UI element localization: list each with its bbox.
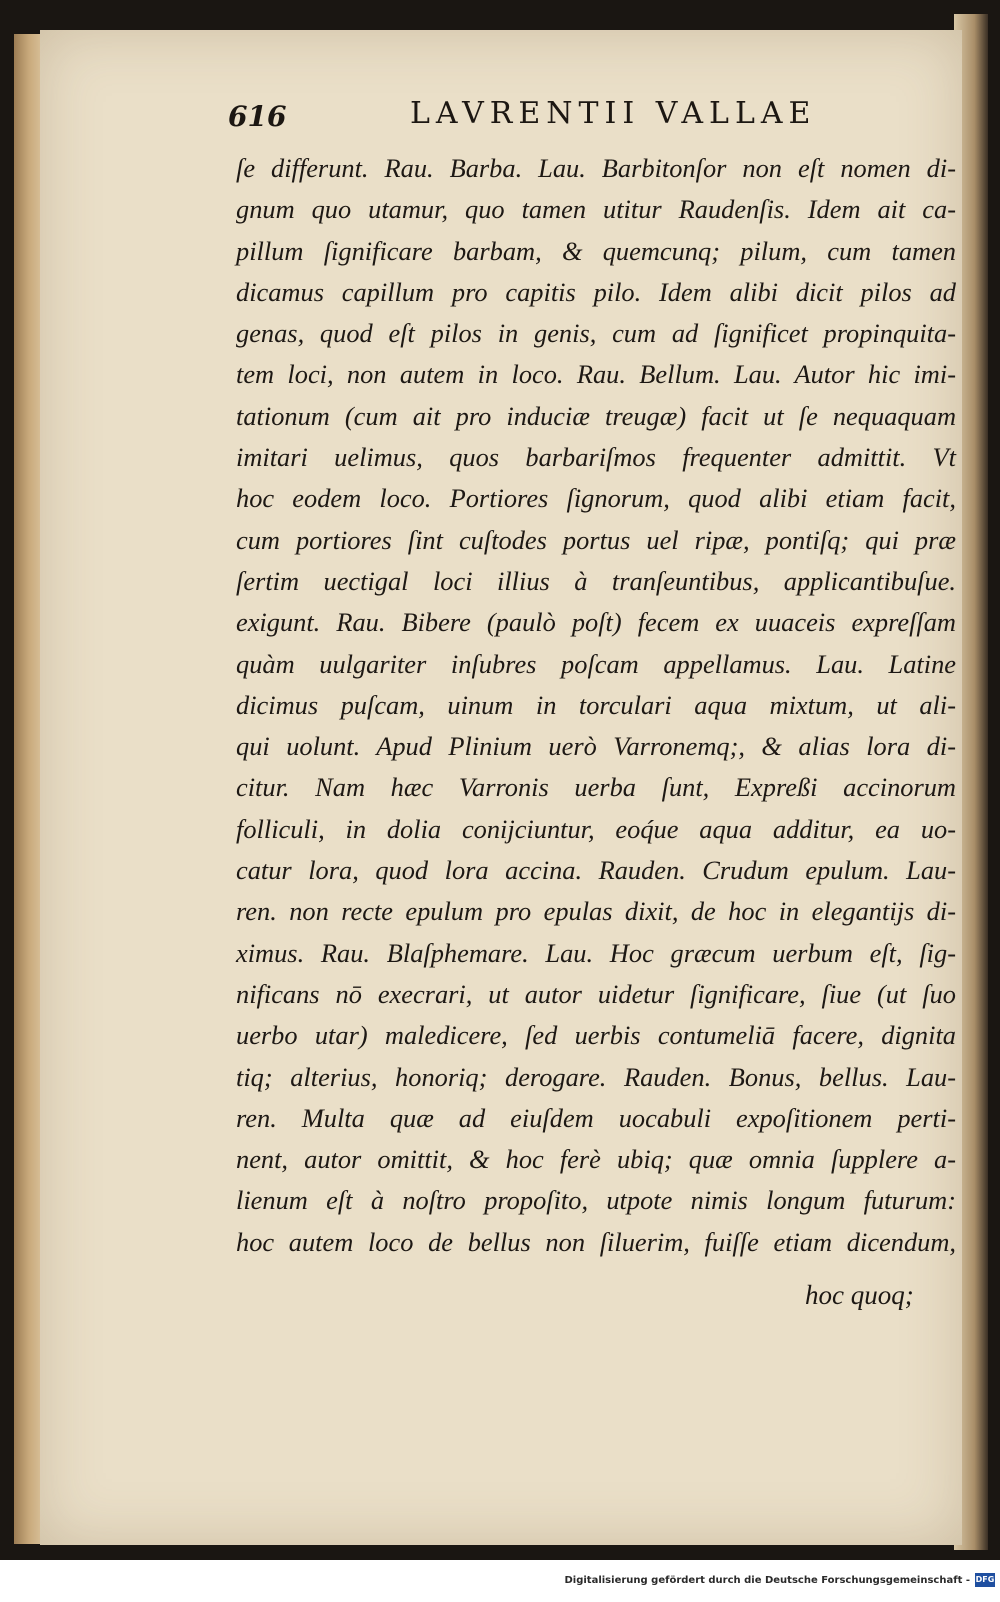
text-line: dicimus puſcam, uinum in torculari aqua mixtum, ut ali-: [236, 689, 956, 720]
text-line: dicamus capillum pro capitis pilo. Idem alibi dicit pilos ad: [236, 276, 956, 307]
text-line: genas, quod eſt pilos in genis, cum ad ſignificet propinquita-: [236, 318, 956, 349]
text-line: imitari uelimus, quos barbariſmos frequenter admittit. Vt: [236, 442, 956, 473]
text-line: cum portiores ſint cuſtodes portus uel ripæ, pontiſq; qui præ: [236, 524, 956, 555]
text-line: pillum ſignificare barbam, & quemcunq; pilum, cum tamen: [236, 235, 956, 266]
text-line: exigunt. Rau. Bibere (paulò poſt) fecem ex uuaceis expreſſam: [236, 607, 956, 638]
text-line: qui uolunt. Apud Plinium uerò Varronemq;, & alias lora di-: [236, 731, 956, 762]
text-line: quàm uulgariter inſubres poſcam appellamus. Lau. Latine: [236, 648, 956, 679]
text-line: gnum quo utamur, quo tamen utitur Raudenſis. Idem ait ca-: [236, 194, 956, 225]
text-line: ſertim uectigal loci illius à tranſeuntibus, applicantibuſue.: [236, 565, 956, 596]
text-line: ren. non recte epulum pro epulas dixit, de hoc in elegantijs di-: [236, 896, 956, 927]
text-line: lienum eſt à noſtro propoſito, utpote nimis longum futurum:: [236, 1185, 956, 1216]
text-line: hoc autem loco de bellus non ſiluerim, fuiſſe etiam dicendum,: [236, 1226, 956, 1257]
text-line: nent, autor omittit, & hoc ferè ubiq; quæ omnia ſupplere a-: [236, 1144, 956, 1175]
running-head: LAVRENTII VALLAE: [410, 96, 817, 131]
text-line: tem loci, non autem in loco. Rau. Bellum. Lau. Autor hic imi-: [236, 359, 956, 390]
body-text: [236, 148, 956, 1263]
text-line: uerbo utar) maledicere, ſed uerbis contumeliā facere, dignita: [236, 1020, 956, 1051]
text-line: catur lora, quod lora accina. Rauden. Crudum epulum. Lau-: [236, 855, 956, 886]
dfg-logo-icon: DFG: [975, 1573, 995, 1587]
catchword: hoc quoq;: [805, 1280, 914, 1310]
digitization-credit: Digitalisierung gefördert durch die Deutsche Forschungsgemeinschaft -: [564, 1575, 970, 1586]
text-line: ximus. Rau. Blaſphemare. Lau. Hoc græcum uerbum eſt, ſig-: [236, 937, 956, 968]
text-line: nificans nō execrari, ut autor uidetur ſignificare, ſiue (ut ſuo: [236, 978, 956, 1009]
text-line: tationum (cum ait pro induciæ treugæ) facit ut ſe nequaquam: [236, 400, 956, 431]
text-line: tiq; alterius, honoriq; derogare. Rauden. Bonus, bellus. Lau-: [236, 1061, 956, 1092]
text-line: hoc eodem loco. Portiores ſignorum, quod alibi etiam facit,: [236, 483, 956, 514]
text-line: ren. Multa quæ ad eiuſdem uocabuli expoſitionem perti-: [236, 1102, 956, 1133]
text-line: ſe differunt. Rau. Barba. Lau. Barbitonſor non eſt nomen di-: [236, 153, 956, 183]
page-number: 616: [228, 100, 287, 133]
text-line: citur. Nam hæc Varronis uerba ſunt, Expreßi accinorum: [236, 772, 956, 803]
text-line: folliculi, in dolia conijciuntur, eoq́ue aqua additur, ea uo-: [236, 813, 956, 844]
